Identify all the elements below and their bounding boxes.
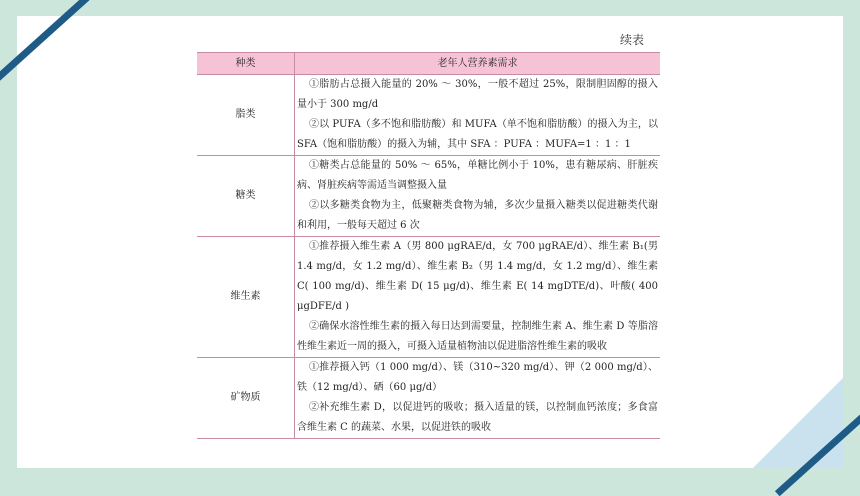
row-kind: 脂类 <box>197 75 295 156</box>
table-header-row <box>197 53 660 75</box>
requirement-paragraph: ①脂肪占总摄入能量的 20% ～ 30%，一般不超过 25%，限制胆固醇的摄入量小于 300 mg/d <box>297 79 658 110</box>
table-caption: 续表 <box>620 33 645 47</box>
requirement-paragraph: ②以 PUFA（多不饱和脂肪酸）和 MUFA（单不饱和脂肪酸）的摄入为主，以 SFA（饱和脂肪酸）的摄入为辅，其中 SFA ：PUFA ：MUFA=1 ：1 ：1 <box>297 119 658 150</box>
row-requirement <box>295 75 661 156</box>
requirement-paragraph: ①推荐摄入钙（1 000 mg/d）、镁（310~320 mg/d）、钾（2 000 mg/d）、铁（12 mg/d）、硒（60 μg/d） <box>297 362 658 393</box>
requirement-paragraph: ②以多糖类食物为主，低聚糖类食物为辅，多次少量摄入糖类以促进糖类代谢和利用，一般每天超过 6 次 <box>297 200 658 231</box>
corner-decoration <box>753 378 843 468</box>
row-requirement <box>295 237 661 358</box>
nutrient-table <box>197 52 660 439</box>
row-requirement <box>295 358 661 439</box>
row-kind: 矿物质 <box>197 358 295 439</box>
table-row <box>197 156 660 237</box>
table-row <box>197 75 660 156</box>
requirement-paragraph: ②补充维生素 D，以促进钙的吸收；摄入适量的镁，以控制血钙浓度；多食富含维生素 C 的蔬菜、水果，以促进铁的吸收 <box>297 402 658 433</box>
requirement-paragraph: ①推荐摄入维生素 A（男 800 μgRAE/d，女 700 μgRAE/d）、维生素 B₁(男 1.4 mg/d，女 1.2 mg/d）、维生素 B₂（男 1.4 mg/d，女 1.2 mg/d）、维生素 C( 100 mg/d)、维生素 D( 15 μg/d)、维生素 E( 14 mgDTE/d)、叶酸( 400 μgDFE/d ) <box>297 241 658 312</box>
table-row <box>197 358 660 439</box>
row-requirement <box>295 156 661 237</box>
row-kind: 维生素 <box>197 237 295 358</box>
header-kind: 种类 <box>197 53 295 75</box>
row-kind: 糖类 <box>197 156 295 237</box>
requirement-paragraph: ②确保水溶性维生素的摄入每日达到需要量，控制维生素 A、维生素 D 等脂溶性维生素近一周的摄入，可摄入适量植物油以促进脂溶性维生素的吸收 <box>297 321 658 352</box>
requirement-paragraph: ①糖类占总能量的 50% ～ 65%，单糖比例小于 10%，患有糖尿病、肝脏疾病、肾脏疾病等需适当调整摄入量 <box>297 160 658 191</box>
header-requirement: 老年人营养素需求 <box>295 53 661 75</box>
table-row <box>197 237 660 358</box>
